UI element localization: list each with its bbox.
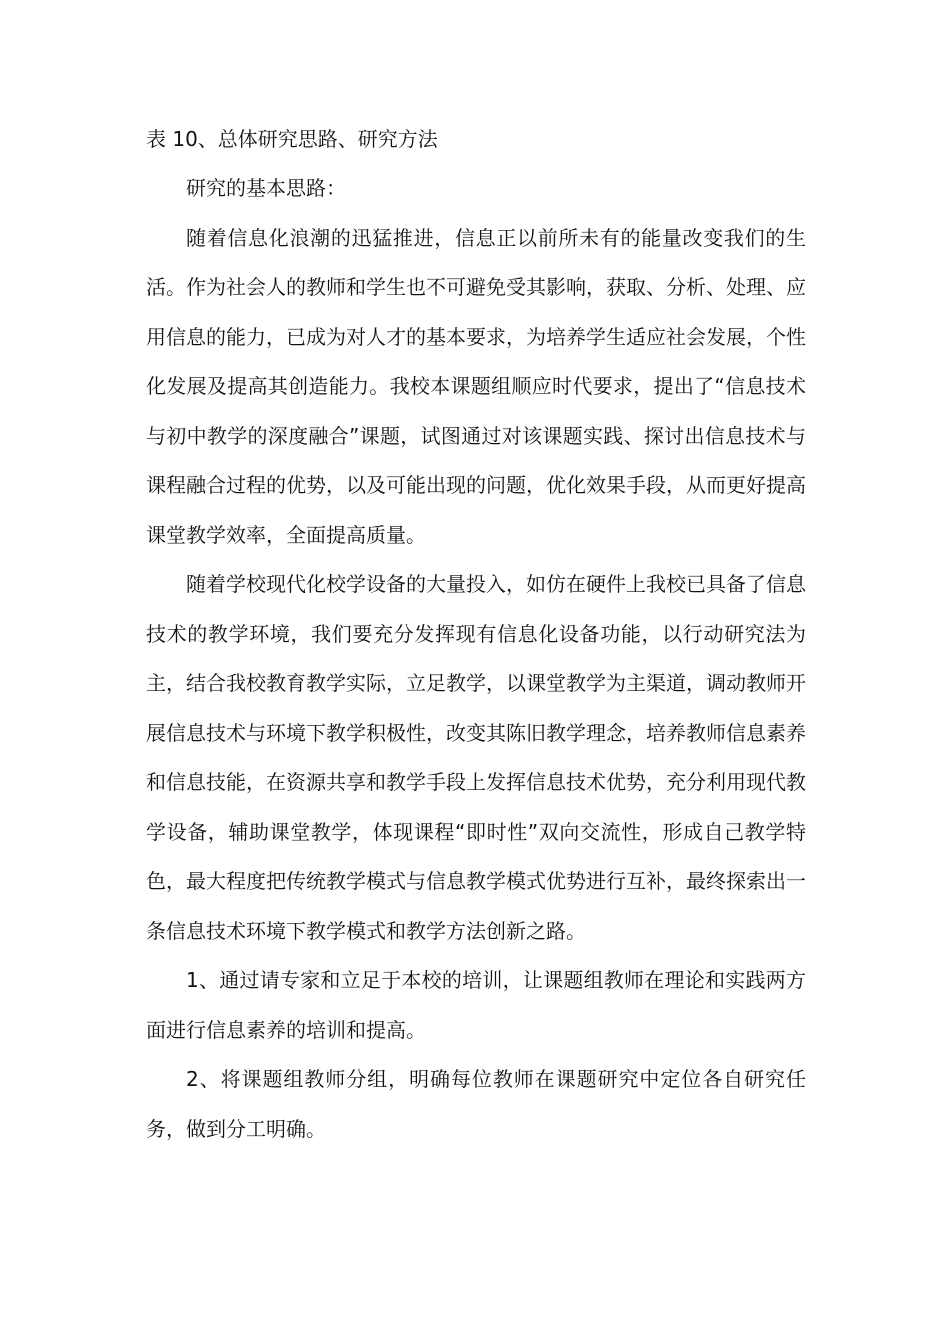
list-item-2: 2、将课题组教师分组，明确每位教师在课题研究中定位各自研究任务，做到分工明确。 xyxy=(146,1067,806,1141)
section-heading-basic-approach: 研究的基本思路： xyxy=(186,176,346,200)
document-title: 表 10、总体研究思路、研究方法 xyxy=(146,127,438,151)
paragraph-research-approach: 随着学校现代化校学设备的大量投入，如仿在硬件上我校已具备了信息技术的教学环境，我们要充分发挥现有信息化设备功能，以行动研究法为主，结合我校教育教学实际，立足教学，以课堂教学为主渠道，调动教师开展信息技术与环境下教学积极性，改变其陈旧教学理念，培养教师信息素养和信息技能，在资源共享和教学手段上发挥信息技术优势，充分利用现代教学设备，辅助课堂教学，体现课程“即时性”双向交流性，形成自己教学特色，最大程度把传统教学模式与信息教学模式优势进行互补，最终探索出一条信息技术环境下教学模式和教学方法创新之路。 xyxy=(146,572,806,943)
list-item-1: 1、通过请专家和立足于本校的培训，让课题组教师在理论和实践两方面进行信息素养的培训和提高。 xyxy=(146,968,806,1042)
paragraph-background: 随着信息化浪潮的迅猛推进，信息正以前所未有的能量改变我们的生活。作为社会人的教师和学生也不可避免受其影响，获取、分析、处理、应用信息的能力，已成为对人才的基本要求，为培养学生适应社会发展，个性化发展及提高其创造能力。我校本课题组顺应时代要求，提出了“信息技术与初中教学的深度融合”课题，试图通过对该课题实践、探讨出信息技术与课程融合过程的优势，以及可能出现的问题，优化效果手段，从而更好提高课堂教学效率，全面提高质量。 xyxy=(146,225,806,547)
document-body xyxy=(146,115,806,1154)
